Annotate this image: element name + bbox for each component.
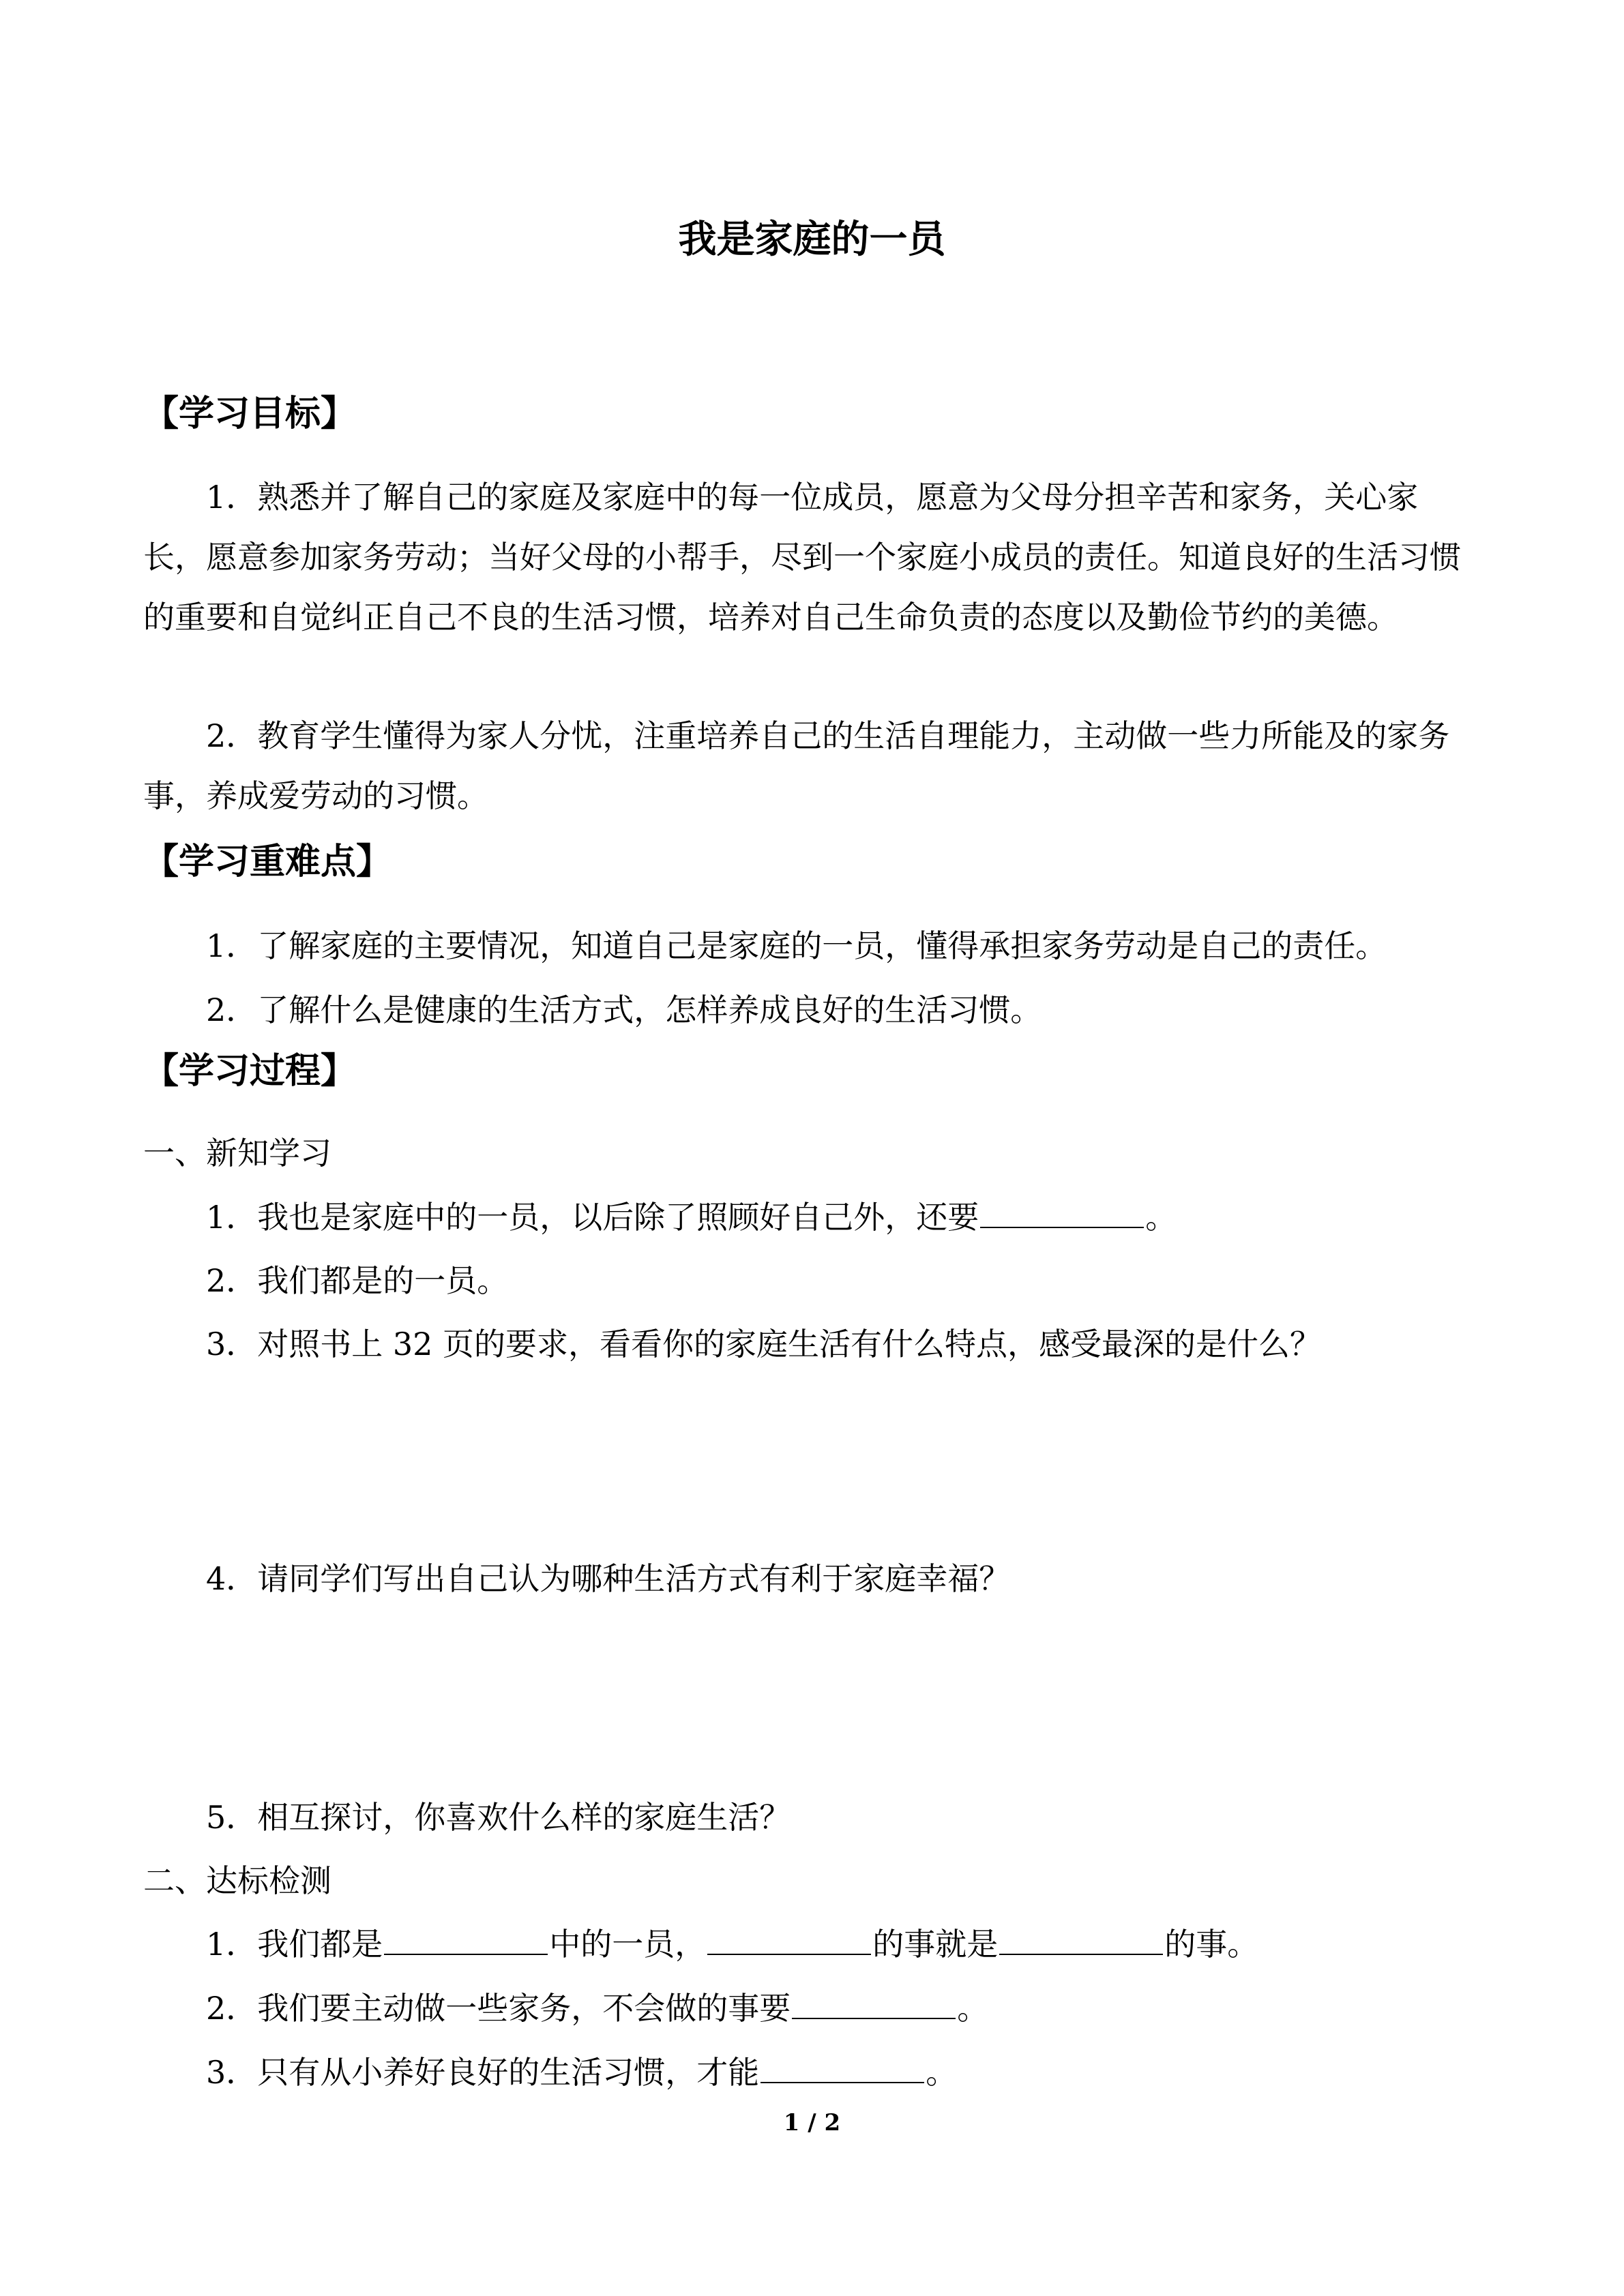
part1-q1-text: 1．我也是家庭中的一员，以后除了照顾好自己外，还要 — [206, 1199, 979, 1236]
part2-label: 二、达标检测 — [143, 1862, 331, 1899]
goal-item-2-text: 2．教育学生懂得为家人分忧，注重培养自己的生活自理能力，主动做一些力所能及的家务事，养成爱劳动的习惯。 — [143, 717, 1450, 814]
answer-blank[interactable] — [761, 2052, 924, 2083]
keypoint-item-2: 2．了解什么是健康的生活方式，怎样养成良好的生活习惯。 — [206, 992, 1042, 1028]
part2-question-2 — [206, 1984, 988, 2032]
section-heading-goals: 【学习目标】 — [143, 393, 357, 434]
part2-q1-text-b: 中的一员， — [549, 1926, 707, 1963]
part1-question-2: 2．我们都是的一员。 — [206, 1262, 509, 1299]
part2-q1-text-d: 的事。 — [1164, 1926, 1259, 1963]
part2-q1-text-c: 的事就是 — [872, 1926, 999, 1963]
page-number: 1 / 2 — [783, 2109, 841, 2136]
part1-label: 一、新知学习 — [143, 1135, 331, 1172]
part2-q2-text: 2．我们要主动做一些家务，不会做的事要 — [206, 1990, 791, 2027]
part2-q2-end: 。 — [957, 1990, 989, 2027]
part2-question-1 — [206, 1920, 1258, 1968]
answer-blank[interactable] — [707, 1924, 871, 1955]
goal-item-2 — [143, 706, 1480, 826]
goal-item-1-text: 1．熟悉并了解自己的家庭及家庭中的每一位成员，愿意为父母分担辛苦和家务，关心家长，愿意参加家务劳动；当好父母的小帮手，尽到一个家庭小成员的责任。知道良好的生活习惯的重要和自觉纠正自己不良的生活习惯，培养对自己生命负责的态度以及勤俭节约的美德。 — [143, 479, 1461, 636]
part2-question-3 — [206, 2048, 957, 2096]
part1-q1-end: 。 — [1145, 1199, 1177, 1236]
answer-blank[interactable] — [980, 1197, 1144, 1228]
part1-question-4: 4．请同学们写出自己认为哪种生活方式有利于家庭幸福？ — [206, 1560, 1011, 1597]
goal-item-1 — [143, 467, 1480, 647]
keypoint-item-1: 1．了解家庭的主要情况，知道自己是家庭的一员，懂得承担家务劳动是自己的责任。 — [206, 927, 1387, 964]
part2-q3-text: 3．只有从小养好良好的生活习惯，才能 — [206, 2054, 760, 2091]
part1-question-3: 3．对照书上 32 页的要求，看看你的家庭生活有什么特点，感受最深的是什么？ — [206, 1326, 1322, 1362]
part2-q1-text-a: 1．我们都是 — [206, 1926, 383, 1963]
answer-blank[interactable] — [384, 1924, 548, 1955]
section-heading-process: 【学习过程】 — [143, 1051, 357, 1092]
part1-question-5: 5．相互探讨，你喜欢什么样的家庭生活？ — [206, 1799, 791, 1836]
answer-blank[interactable] — [999, 1924, 1163, 1955]
part1-question-1 — [206, 1193, 1177, 1241]
page-title: 我是家庭的一员 — [678, 218, 946, 262]
part2-q3-end: 。 — [926, 2054, 958, 2091]
answer-blank[interactable] — [792, 1988, 956, 2019]
section-heading-keypoints: 【学习重难点】 — [143, 841, 392, 882]
